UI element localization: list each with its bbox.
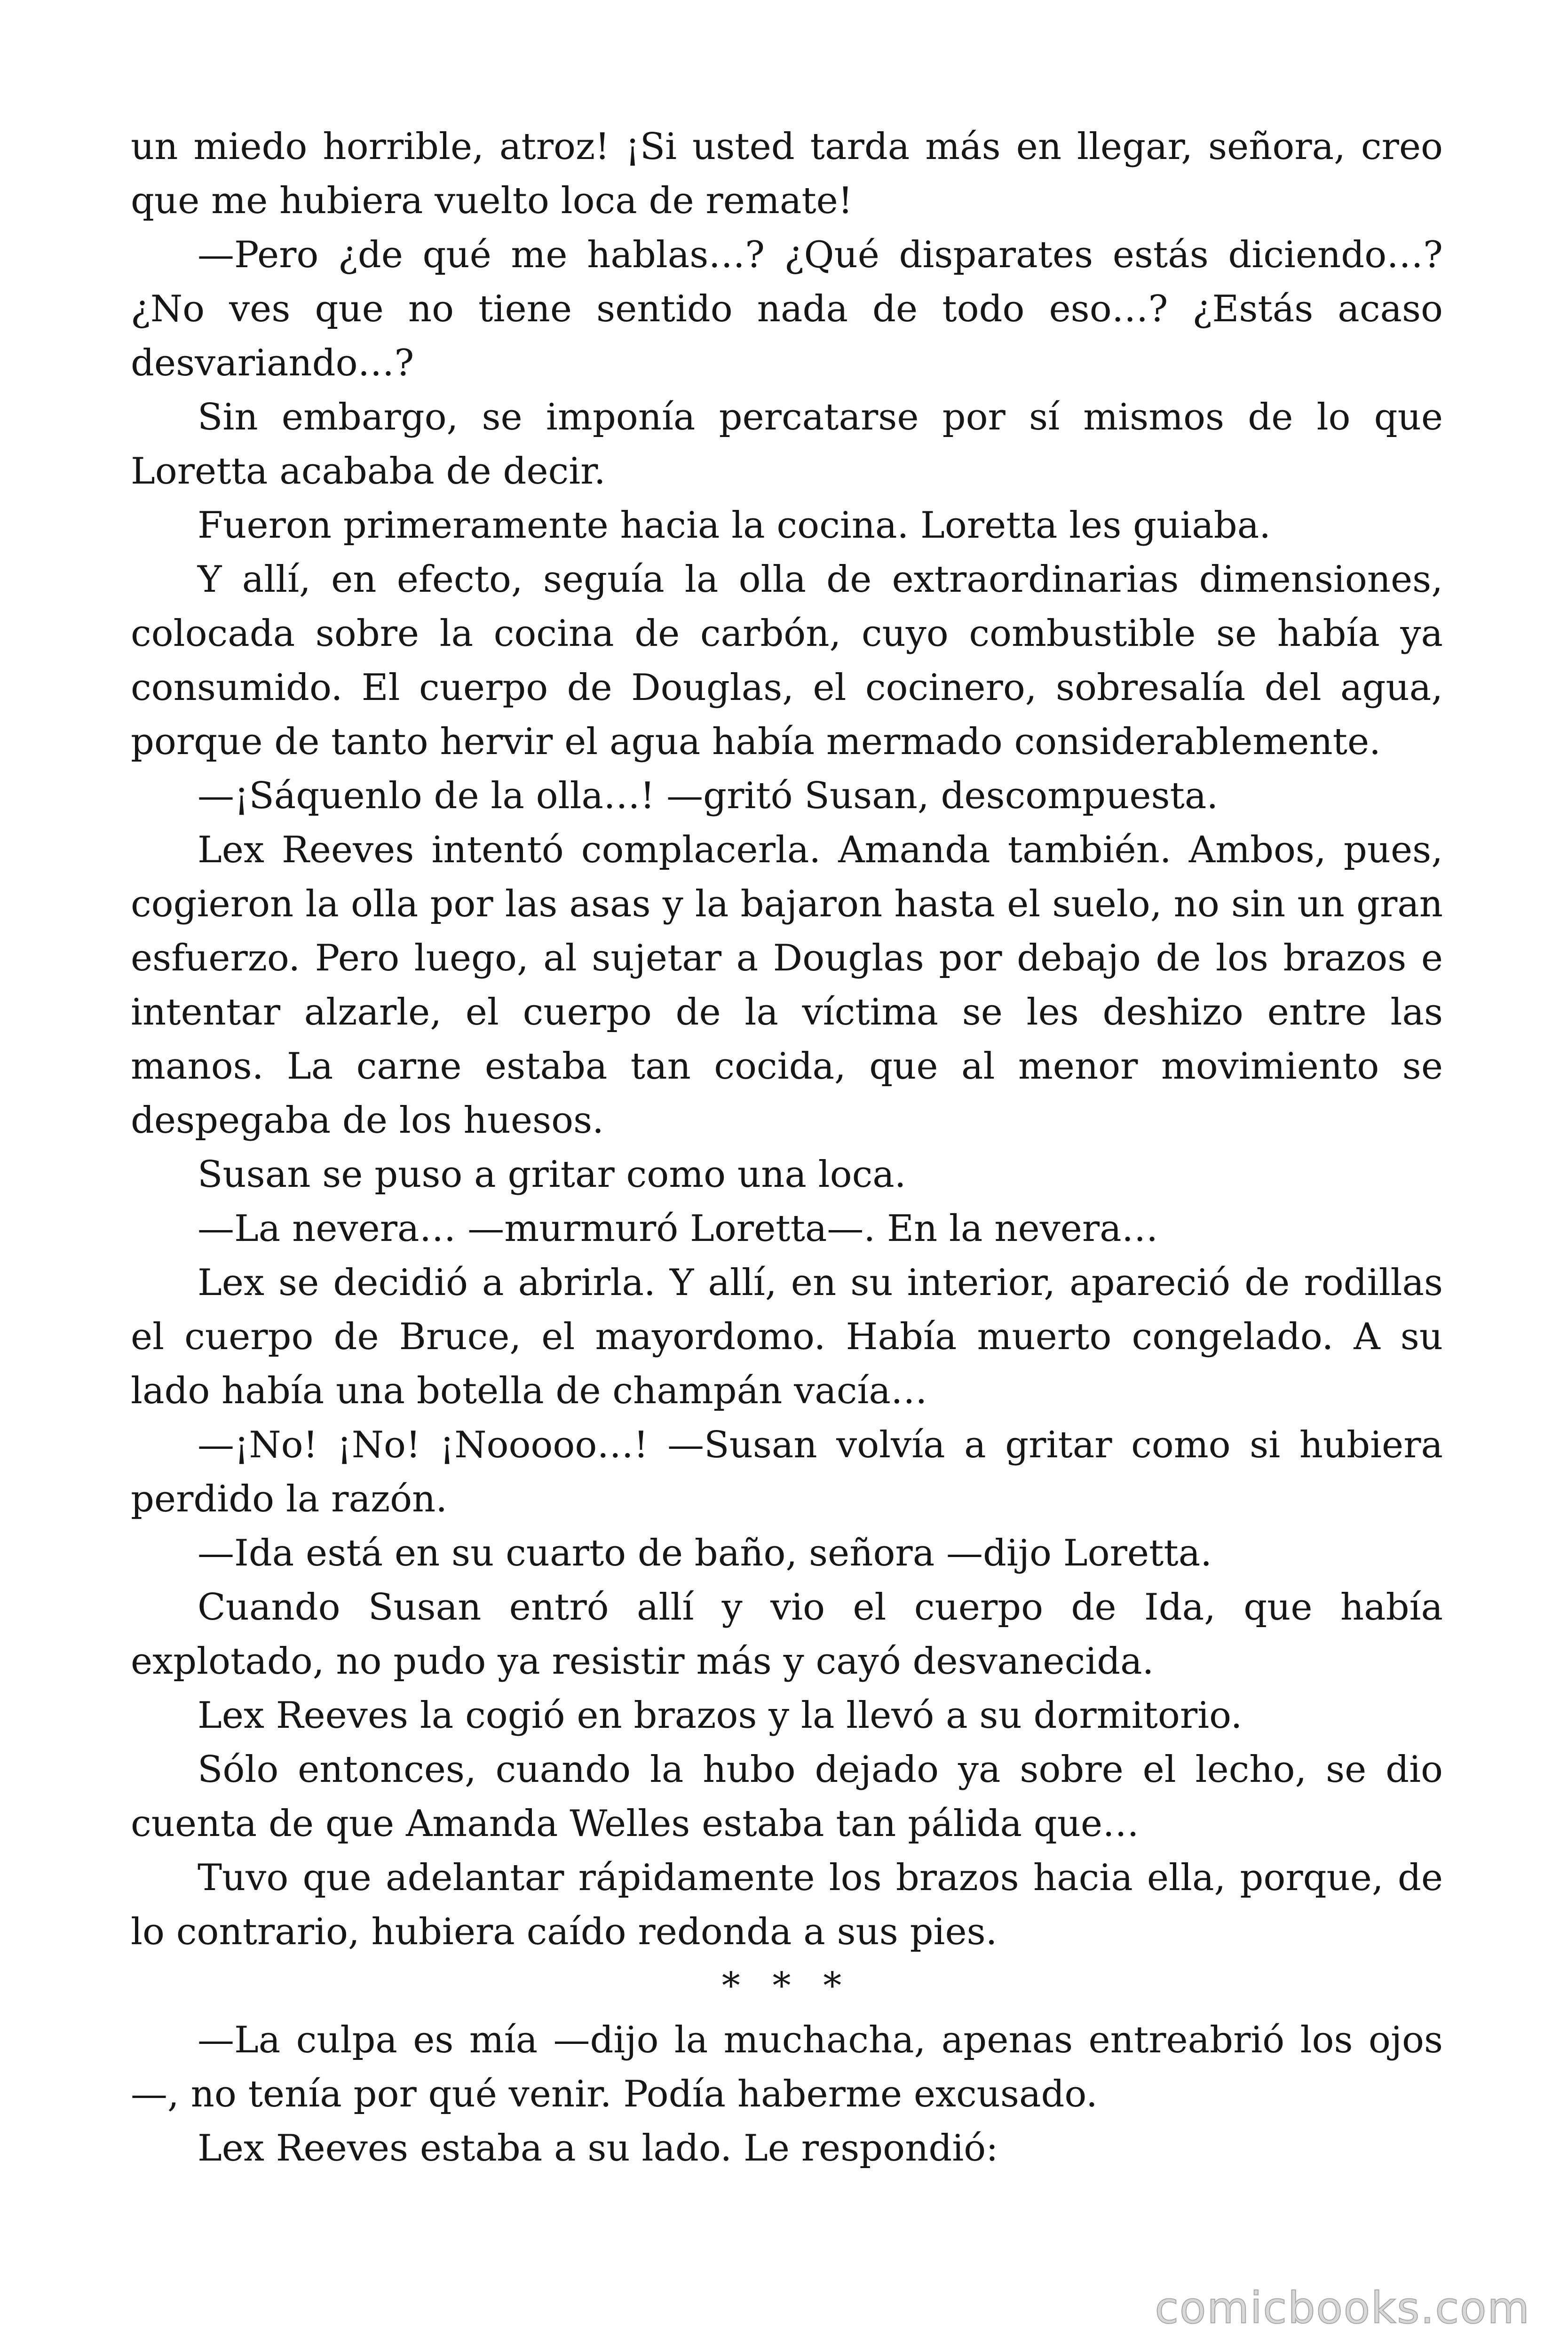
paragraph-12: —Ida está en su cuarto de baño, señora —dijo Loretta. (198, 1532, 1212, 1574)
paragraph-5: Y allí, en efecto, seguía la olla de extraordinarias dimensiones, colocada sobre la cocina de carbón, cuyo combustible se había ya consumido. El cuerpo de Douglas, el cocinero, sobresalía del agua, porque de tanto hervir el agua había mermado considerablemente. (131, 558, 1443, 763)
paragraph-2: —Pero ¿de qué me hablas…? ¿Qué disparates estás diciendo…? ¿No ves que no tiene sentido nada de todo eso…? ¿Estás acaso desvariando…? (131, 234, 1443, 384)
paragraph-14: Lex Reeves la cogió en brazos y la llevó a su dormitorio. (198, 1694, 1243, 1737)
paragraph-4: Fueron primeramente hacia la cocina. Loretta les guiaba. (198, 504, 1271, 547)
paragraph-17: —La culpa es mía —dijo la muchacha, apenas entreabrió los ojos —, no tenía por qué venir. Podía haberme excusado. (131, 2019, 1443, 2115)
paragraph-11: —¡No! ¡No! ¡Nooooo…! —Susan volvía a gritar como si hubiera perdido la razón. (131, 1424, 1443, 1520)
paragraph-8: Susan se puso a gritar como una loca. (198, 1153, 906, 1196)
body-text (131, 120, 1443, 2176)
paragraph-1: un miedo horrible, atroz! ¡Si usted tarda más en llegar, señora, creo que me hubiera vuelto loca de remate! (131, 126, 1443, 222)
paragraph-16: Tuvo que adelantar rápidamente los brazos hacia ella, porque, de lo contrario, hubiera caído redonda a sus pies. (131, 1857, 1443, 1953)
watermark-logo: comicbooks.com (1155, 2283, 1530, 2333)
scene-separator: * * * (721, 1965, 852, 2007)
paragraph-3: Sin embargo, se imponía percatarse por sí mismos de lo que Loretta acababa de decir. (131, 396, 1443, 493)
paragraph-10: Lex se decidió a abrirla. Y allí, en su interior, apareció de rodillas el cuerpo de Bruce, el mayordomo. Había muerto congelado. A su lado había una botella de champán vacía… (131, 1262, 1443, 1412)
paragraph-7: Lex Reeves intentó complacerla. Amanda también. Ambos, pues, cogieron la olla por las asas y la bajaron hasta el suelo, no sin un gran esfuerzo. Pero luego, al sujetar a Douglas por debajo de los brazos e intentar alzarle, el cuerpo de la víctima se les deshizo entre las manos. La carne estaba tan cocida, que al menor movimiento se despegaba de los huesos. (131, 829, 1443, 1142)
paragraph-6: —¡Sáquenlo de la olla…! —gritó Susan, descompuesta. (198, 775, 1219, 817)
paragraph-13: Cuando Susan entró allí y vio el cuerpo de Ida, que había explotado, no pudo ya resistir más y cayó desvanecida. (131, 1586, 1443, 1683)
paragraph-18: Lex Reeves estaba a su lado. Le respondió: (198, 2127, 998, 2169)
paragraph-9: —La nevera… —murmuró Loretta—. En la nevera… (198, 1208, 1158, 1250)
paragraph-15: Sólo entonces, cuando la hubo dejado ya sobre el lecho, se dio cuenta de que Amanda Welles estaba tan pálida que… (131, 1748, 1443, 1845)
